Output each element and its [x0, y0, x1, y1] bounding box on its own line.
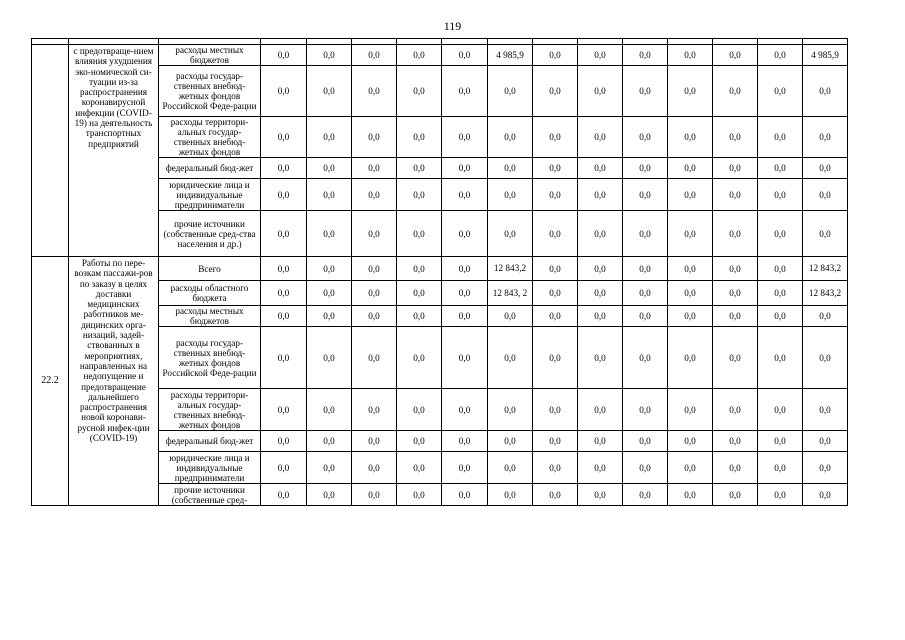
value-cell: 0,0	[488, 158, 533, 179]
value-cell: 0,0	[261, 257, 307, 281]
value-cell: 0,0	[397, 257, 442, 281]
value-cell: 0,0	[758, 158, 803, 179]
funding-source-cell: федеральный бюд-жет	[159, 431, 261, 452]
value-cell: 0,0	[578, 211, 623, 257]
funding-source-cell: прочие источники (собственные сред-ства населения и др.)	[159, 211, 261, 257]
value-cell: 0,0	[623, 66, 668, 117]
value-cell: 0,0	[352, 306, 397, 327]
value-cell: 0,0	[488, 484, 533, 506]
value-cell: 0,0	[442, 179, 488, 211]
value-cell: 0,0	[623, 389, 668, 431]
value-cell: 0,0	[261, 179, 307, 211]
value-cell: 0,0	[713, 452, 758, 484]
value-cell: 0,0	[758, 389, 803, 431]
value-cell: 0,0	[668, 327, 713, 389]
value-cell: 0,0	[668, 158, 713, 179]
value-cell: 0,0	[758, 257, 803, 281]
value-cell: 0,0	[533, 45, 578, 66]
value-cell: 0,0	[352, 45, 397, 66]
value-cell: 0,0	[397, 45, 442, 66]
table-row	[32, 45, 848, 66]
value-cell: 0,0	[397, 452, 442, 484]
value-cell: 0,0	[442, 257, 488, 281]
value-cell: 0,0	[442, 327, 488, 389]
page-number: 119	[443, 19, 462, 33]
value-cell: 0,0	[803, 327, 848, 389]
value-cell: 0,0	[758, 66, 803, 117]
value-cell: 0,0	[533, 327, 578, 389]
value-cell: 0,0	[668, 484, 713, 506]
value-cell: 0,0	[397, 158, 442, 179]
value-cell: 0,0	[668, 66, 713, 117]
value-cell: 4 985,9	[803, 45, 848, 66]
value-cell: 0,0	[713, 158, 758, 179]
value-cell: 0,0	[397, 484, 442, 506]
value-cell: 0,0	[713, 389, 758, 431]
value-cell: 0,0	[758, 281, 803, 306]
value-cell: 0,0	[578, 281, 623, 306]
value-cell: 0,0	[397, 306, 442, 327]
value-cell: 0,0	[397, 66, 442, 117]
funding-source-cell: Всего	[159, 257, 261, 281]
value-cell: 0,0	[713, 179, 758, 211]
value-cell: 0,0	[668, 452, 713, 484]
value-cell: 0,0	[803, 484, 848, 506]
value-cell: 0,0	[623, 211, 668, 257]
group1-description-cell: с предотвраще-нием влияния ухудшения эко-номической си-туации из-за распространения коронавирусной инфекции (COVID-19) на деятельность транспортных предприятий	[69, 45, 159, 257]
funding-source-cell: расходы государ-ственных внебюд-жетных фондов Российской Феде-рации	[159, 66, 261, 117]
value-cell: 0,0	[623, 281, 668, 306]
value-cell: 0,0	[578, 45, 623, 66]
funding-source-cell: юридические лица и индивидуальные предприниматели	[159, 179, 261, 211]
value-cell: 0,0	[668, 306, 713, 327]
value-cell: 0,0	[307, 281, 352, 306]
value-cell: 0,0	[803, 431, 848, 452]
table-row	[32, 257, 848, 281]
value-cell: 0,0	[758, 211, 803, 257]
value-cell: 0,0	[442, 431, 488, 452]
value-cell: 0,0	[442, 117, 488, 158]
value-cell: 0,0	[352, 431, 397, 452]
value-cell: 0,0	[533, 66, 578, 117]
value-cell: 0,0	[442, 281, 488, 306]
value-cell: 0,0	[713, 306, 758, 327]
value-cell: 0,0	[623, 158, 668, 179]
value-cell: 0,0	[442, 45, 488, 66]
value-cell: 0,0	[352, 484, 397, 506]
value-cell: 0,0	[758, 306, 803, 327]
value-cell: 0,0	[533, 117, 578, 158]
value-cell: 0,0	[488, 389, 533, 431]
value-cell: 0,0	[261, 389, 307, 431]
value-cell: 0,0	[533, 158, 578, 179]
value-cell: 0,0	[713, 66, 758, 117]
value-cell: 0,0	[307, 484, 352, 506]
value-cell: 0,0	[803, 452, 848, 484]
value-cell: 0,0	[352, 389, 397, 431]
value-cell: 0,0	[758, 327, 803, 389]
value-cell: 0,0	[307, 117, 352, 158]
value-cell: 0,0	[758, 117, 803, 158]
value-cell: 0,0	[261, 211, 307, 257]
value-cell: 0,0	[261, 306, 307, 327]
value-cell: 0,0	[352, 66, 397, 117]
value-cell: 0,0	[352, 327, 397, 389]
value-cell: 0,0	[713, 327, 758, 389]
value-cell: 0,0	[713, 211, 758, 257]
value-cell: 0,0	[803, 117, 848, 158]
value-cell: 0,0	[623, 452, 668, 484]
value-cell: 0,0	[668, 389, 713, 431]
value-cell: 0,0	[713, 45, 758, 66]
value-cell: 0,0	[668, 45, 713, 66]
value-cell: 0,0	[488, 179, 533, 211]
value-cell: 0,0	[442, 484, 488, 506]
value-cell: 0,0	[442, 66, 488, 117]
funding-source-cell: расходы местных бюджетов	[159, 45, 261, 66]
value-cell: 0,0	[803, 158, 848, 179]
value-cell: 0,0	[578, 117, 623, 158]
value-cell: 0,0	[668, 211, 713, 257]
value-cell: 0,0	[578, 158, 623, 179]
value-cell: 0,0	[623, 117, 668, 158]
value-cell: 0,0	[488, 66, 533, 117]
value-cell: 12 843,2	[803, 281, 848, 306]
value-cell: 0,0	[623, 431, 668, 452]
value-cell: 12 843, 2	[488, 281, 533, 306]
funding-source-cell: расходы территори-альных государ-ственных внебюд-жетных фондов	[159, 389, 261, 431]
value-cell: 0,0	[261, 327, 307, 389]
group2-description-cell: Работы по пере-возкам пассажи-ров по заказу в целях доставки медицинских работников ме-дицинских орга-низаций, задей-ствованных в мероприятиях, направленных на недопущение и предотвращение дальнейшего распространения новой коронави-русной инфек-ции (COVID-19)	[69, 257, 159, 506]
funding-source-cell: прочие источники (собственные сред-	[159, 484, 261, 506]
value-cell: 0,0	[668, 179, 713, 211]
value-cell: 0,0	[578, 431, 623, 452]
value-cell: 0,0	[533, 281, 578, 306]
value-cell: 0,0	[623, 257, 668, 281]
value-cell: 0,0	[713, 281, 758, 306]
budget-table	[31, 38, 848, 506]
value-cell: 0,0	[533, 484, 578, 506]
value-cell: 0,0	[352, 117, 397, 158]
value-cell: 0,0	[533, 452, 578, 484]
value-cell: 0,0	[261, 158, 307, 179]
value-cell: 0,0	[578, 66, 623, 117]
value-cell: 0,0	[261, 281, 307, 306]
value-cell: 0,0	[442, 389, 488, 431]
value-cell: 0,0	[261, 66, 307, 117]
value-cell: 0,0	[442, 211, 488, 257]
value-cell: 0,0	[307, 158, 352, 179]
value-cell: 0,0	[578, 484, 623, 506]
value-cell: 0,0	[488, 327, 533, 389]
value-cell: 0,0	[623, 179, 668, 211]
value-cell: 0,0	[488, 452, 533, 484]
value-cell: 0,0	[261, 45, 307, 66]
value-cell: 0,0	[758, 179, 803, 211]
value-cell: 0,0	[307, 327, 352, 389]
funding-source-cell: расходы местных бюджетов	[159, 306, 261, 327]
value-cell: 0,0	[307, 306, 352, 327]
value-cell: 0,0	[397, 117, 442, 158]
value-cell: 0,0	[307, 45, 352, 66]
value-cell: 12 843,2	[803, 257, 848, 281]
value-cell: 0,0	[307, 179, 352, 211]
value-cell: 0,0	[803, 179, 848, 211]
value-cell: 0,0	[442, 306, 488, 327]
value-cell: 0,0	[578, 327, 623, 389]
group1-index-cell	[32, 45, 69, 257]
funding-source-cell: расходы территори-альных государ-ственных внебюд-жетных фондов	[159, 117, 261, 158]
value-cell: 0,0	[713, 484, 758, 506]
value-cell: 0,0	[713, 257, 758, 281]
value-cell: 0,0	[533, 389, 578, 431]
value-cell: 0,0	[397, 211, 442, 257]
value-cell: 0,0	[803, 66, 848, 117]
value-cell: 0,0	[758, 431, 803, 452]
value-cell: 0,0	[307, 211, 352, 257]
value-cell: 0,0	[668, 117, 713, 158]
value-cell: 0,0	[713, 431, 758, 452]
value-cell: 0,0	[668, 281, 713, 306]
funding-source-cell: расходы государ-ственных внебюд-жетных фондов Российской Феде-рации	[159, 327, 261, 389]
value-cell: 12 843,2	[488, 257, 533, 281]
value-cell: 0,0	[668, 431, 713, 452]
value-cell: 0,0	[442, 158, 488, 179]
value-cell: 0,0	[352, 281, 397, 306]
table-body	[32, 39, 848, 506]
value-cell: 0,0	[261, 117, 307, 158]
value-cell: 0,0	[488, 306, 533, 327]
value-cell: 0,0	[803, 306, 848, 327]
value-cell: 0,0	[307, 389, 352, 431]
value-cell: 0,0	[488, 117, 533, 158]
value-cell: 0,0	[803, 211, 848, 257]
value-cell: 0,0	[623, 484, 668, 506]
funding-source-cell: расходы областного бюджета	[159, 281, 261, 306]
value-cell: 0,0	[758, 45, 803, 66]
value-cell: 0,0	[713, 117, 758, 158]
value-cell: 0,0	[352, 452, 397, 484]
value-cell: 0,0	[578, 389, 623, 431]
value-cell: 0,0	[578, 306, 623, 327]
value-cell: 0,0	[533, 306, 578, 327]
value-cell: 0,0	[803, 389, 848, 431]
value-cell: 0,0	[533, 257, 578, 281]
value-cell: 0,0	[307, 257, 352, 281]
value-cell: 0,0	[623, 327, 668, 389]
value-cell: 0,0	[533, 211, 578, 257]
value-cell: 0,0	[623, 45, 668, 66]
value-cell: 0,0	[397, 179, 442, 211]
value-cell: 0,0	[488, 431, 533, 452]
value-cell: 0,0	[397, 281, 442, 306]
value-cell: 0,0	[758, 484, 803, 506]
value-cell: 0,0	[307, 431, 352, 452]
group2-index-cell: 22.2	[32, 257, 69, 506]
value-cell: 0,0	[397, 389, 442, 431]
value-cell: 0,0	[352, 158, 397, 179]
value-cell: 0,0	[261, 452, 307, 484]
value-cell: 4 985,9	[488, 45, 533, 66]
value-cell: 0,0	[668, 257, 713, 281]
funding-source-cell: федеральный бюд-жет	[159, 158, 261, 179]
value-cell: 0,0	[578, 257, 623, 281]
value-cell: 0,0	[352, 211, 397, 257]
value-cell: 0,0	[533, 179, 578, 211]
funding-source-cell: юридические лица и индивидуальные предприниматели	[159, 452, 261, 484]
value-cell: 0,0	[352, 179, 397, 211]
value-cell: 0,0	[578, 452, 623, 484]
value-cell: 0,0	[352, 257, 397, 281]
value-cell: 0,0	[533, 431, 578, 452]
value-cell: 0,0	[261, 431, 307, 452]
value-cell: 0,0	[397, 327, 442, 389]
value-cell: 0,0	[261, 484, 307, 506]
value-cell: 0,0	[307, 66, 352, 117]
value-cell: 0,0	[578, 179, 623, 211]
value-cell: 0,0	[307, 452, 352, 484]
value-cell: 0,0	[442, 452, 488, 484]
value-cell: 0,0	[397, 431, 442, 452]
value-cell: 0,0	[488, 211, 533, 257]
value-cell: 0,0	[758, 452, 803, 484]
value-cell: 0,0	[623, 306, 668, 327]
